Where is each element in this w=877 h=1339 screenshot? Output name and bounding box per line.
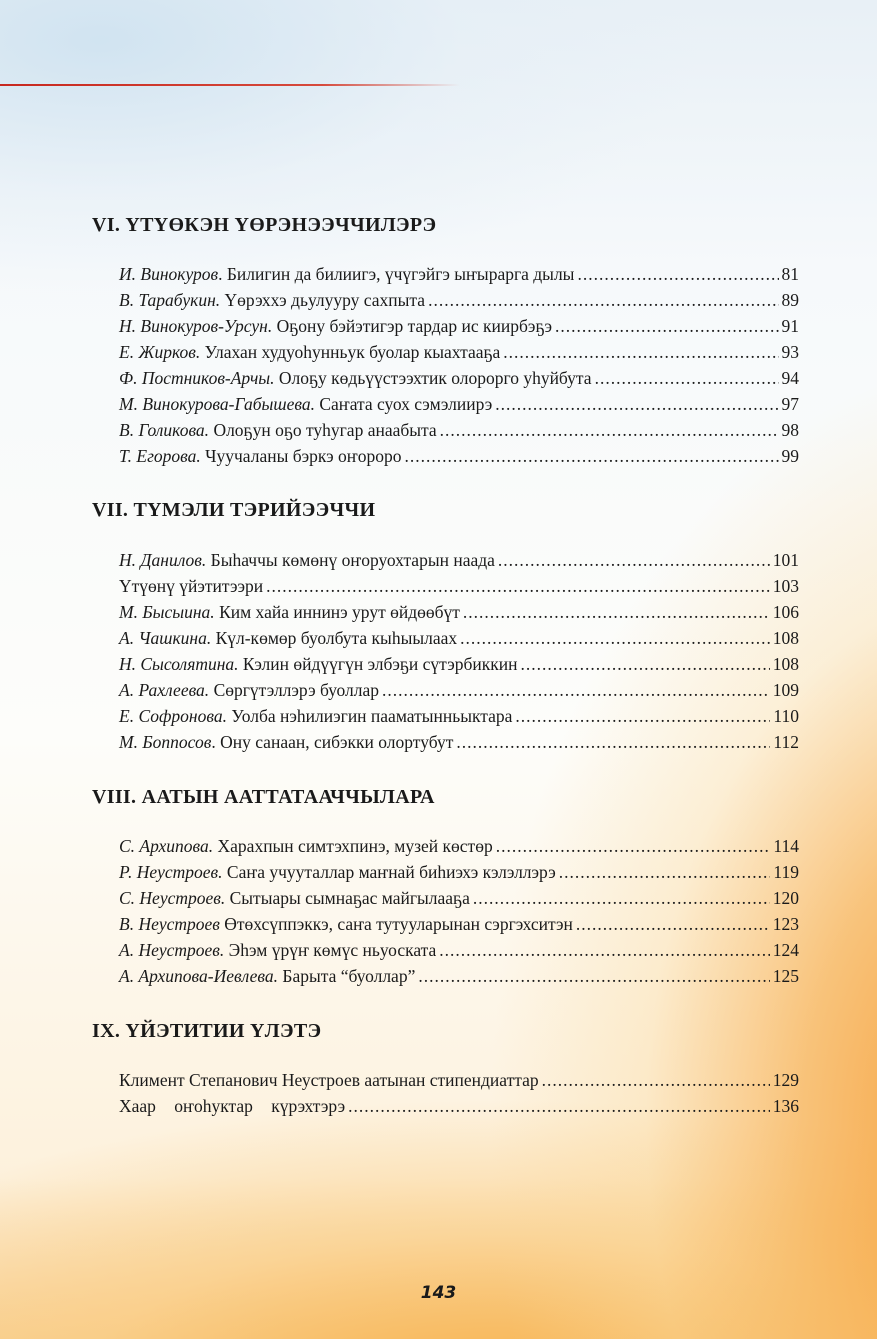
entry-title: Чуучаланы бэркэ оҥороро — [205, 446, 402, 466]
entry-title: Эһэм үрүҥ көмүс ньуоската — [228, 940, 437, 960]
section-heading-vii: VII. ТҮМЭЛИ ТЭРИЙЭЭЧЧИ — [92, 499, 376, 521]
entry-page: 98 — [781, 420, 799, 440]
entry-title: Күл-көмөр буолбута кыһыылаах — [215, 628, 458, 648]
entry-author: А. Рахлеева. — [119, 680, 210, 700]
entry-author: В. Неустроев — [119, 914, 220, 934]
section-heading-ix: IX. ҮЙЭТИТИИ ҮЛЭТЭ — [92, 1020, 322, 1042]
entry-page: 136 — [772, 1096, 799, 1116]
toc-list-vii — [119, 550, 799, 758]
leader-dots — [577, 264, 778, 285]
leader-dots — [456, 732, 770, 753]
entry-page: 108 — [772, 654, 799, 674]
leader-dots — [498, 550, 770, 571]
entry-title: Үөрэххэ дьулууру сахпыта — [224, 290, 426, 310]
toc-entry[interactable] — [119, 1096, 799, 1122]
leader-dots — [555, 316, 779, 337]
toc-entry[interactable] — [119, 602, 799, 628]
toc-entry[interactable] — [119, 940, 799, 966]
entry-page: 109 — [772, 680, 799, 700]
entry-title: Оҕону бэйэтигэр тардар ис киирбэҕэ — [276, 316, 552, 336]
entry-author: М. Бысыина. — [119, 602, 215, 622]
leader-dots — [439, 940, 769, 961]
entry-page: 103 — [772, 576, 799, 596]
entry-title: Кэлин өйдүүгүн элбэҕи сүтэрбиккин — [242, 654, 518, 674]
entry-page: 101 — [772, 550, 799, 570]
toc-entry[interactable] — [119, 368, 799, 394]
toc-entry[interactable] — [119, 862, 799, 888]
toc-entry[interactable] — [119, 888, 799, 914]
leader-dots — [521, 654, 770, 675]
entry-page: 91 — [781, 316, 799, 336]
toc-entry[interactable] — [119, 394, 799, 420]
leader-dots — [382, 680, 770, 701]
leader-dots — [595, 368, 779, 389]
entry-title: Ким хайа иннинэ урут өйдөөбүт — [219, 602, 460, 622]
entry-title: Билигин да билиигэ, үчүгэйгэ ыҥыраргa дылы — [226, 264, 575, 284]
leader-dots — [460, 628, 770, 649]
toc-entry[interactable] — [119, 836, 799, 862]
toc-entry[interactable]: И. Винокуров . Билигин да билиигэ, үчүгэйгэ ыҥыраргa дылы ..... 81 — [119, 264, 799, 290]
entry-title: Барыта “буоллар” — [282, 966, 416, 986]
toc-entry[interactable] — [119, 446, 799, 472]
top-rule — [0, 84, 460, 86]
leader-dots — [418, 966, 769, 987]
toc-entry[interactable] — [119, 680, 799, 706]
toc-entry[interactable] — [119, 342, 799, 368]
entry-page: 89 — [781, 290, 799, 310]
leader-dots — [576, 914, 770, 935]
entry-author: Е. Жирков. — [119, 342, 201, 362]
leader-dots — [515, 706, 770, 727]
leader-dots — [266, 576, 770, 597]
entry-page: 112 — [773, 732, 799, 752]
entry-page: 120 — [772, 888, 799, 908]
leader-dots — [495, 394, 778, 415]
toc-entry[interactable] — [119, 914, 799, 940]
toc-entry[interactable] — [119, 550, 799, 576]
entry-author: Ф. Постников-Арчы. — [119, 368, 275, 388]
entry-title: Ону санаан, сибэкки олортубут — [220, 732, 454, 752]
entry-title: Саҥа учууталлар маҥнай биһиэхэ кэлэллэрэ — [226, 862, 556, 882]
entry-page: 114 — [773, 836, 799, 856]
toc-entry[interactable] — [119, 654, 799, 680]
entry-author: А. Чашкина. — [119, 628, 212, 648]
entry-title: Климент Степанович Неустроев аатынан стипендиаттар — [119, 1070, 539, 1090]
entry-title: Уолба нэһилиэгин пааматынньыктара — [231, 706, 513, 726]
leader-dots — [404, 446, 778, 467]
entry-title: Улахан худуоһунньук буолар кыахтааҕа — [204, 342, 501, 362]
entry-author: М. Винокурова-Габышева. — [119, 394, 315, 414]
toc-entry[interactable] — [119, 1070, 799, 1096]
entry-page: 99 — [781, 446, 799, 466]
entry-author: Т. Егорова. — [119, 446, 201, 466]
toc-entry[interactable] — [119, 706, 799, 732]
entry-title: Үтүөнү үйэтитээри — [119, 576, 264, 596]
leader-dots — [559, 862, 771, 883]
leader-dots — [473, 888, 770, 909]
toc-entry[interactable] — [119, 576, 799, 602]
entry-page: 106 — [772, 602, 799, 622]
toc-entry[interactable] — [119, 628, 799, 654]
section-heading-vi: VI. ҮТҮӨКЭН ҮӨРЭНЭЭЧЧИЛЭРЭ — [92, 214, 437, 236]
toc-list-viii — [119, 836, 799, 992]
entry-page: 123 — [772, 914, 799, 934]
entry-page: 129 — [772, 1070, 799, 1090]
toc-entry[interactable] — [119, 316, 799, 342]
entry-page: 97 — [781, 394, 799, 414]
leader-dots — [503, 342, 778, 363]
entry-page: 110 — [773, 706, 799, 726]
entry-author: А. Неустроев. — [119, 940, 225, 960]
entry-author: В. Голикова. — [119, 420, 210, 440]
entry-page: 94 — [781, 368, 799, 388]
entry-author: Н. Винокуров-Урсун. — [119, 316, 273, 336]
entry-author: М. Боппосов — [119, 732, 212, 752]
entry-page: 81 — [781, 264, 799, 284]
leader-dots — [440, 420, 779, 441]
leader-dots — [542, 1070, 770, 1091]
entry-title: Сөргүтэллэрэ буоллар — [213, 680, 380, 700]
entry-title: Олоҕу көдьүүстээхтик олорорго уһуйбута — [278, 368, 592, 388]
entry-author: А. Архипова-Иевлева. — [119, 966, 279, 986]
toc-entry[interactable] — [119, 420, 799, 446]
entry-title: Өтөхсүппэккэ, саҥа тутууларынан сэргэхситэн — [224, 914, 573, 934]
leader-dots — [463, 602, 770, 623]
entry-author: С. Неустроев. — [119, 888, 226, 908]
leader-dots — [348, 1096, 770, 1117]
entry-author: Р. Неустроев. — [119, 862, 223, 882]
entry-page: 93 — [781, 342, 799, 362]
entry-author: И. Винокуров — [119, 264, 219, 284]
entry-title: Олоҕун оҕо туһугар анаабыта — [213, 420, 437, 440]
entry-page: 125 — [772, 966, 799, 986]
toc-list-ix — [119, 1070, 799, 1122]
leader-dots — [428, 290, 778, 311]
section-heading-viii: VIII. ААТЫН ААТТАТААЧЧЫЛАРА — [92, 786, 435, 808]
toc-entry[interactable] — [119, 290, 799, 316]
entry-author: В. Тарабукин. — [119, 290, 221, 310]
entry-page: 119 — [773, 862, 799, 882]
entry-author: Н. Сысолятина. — [119, 654, 239, 674]
toc-list-vi — [119, 264, 799, 472]
entry-title: Саҥата суох сэмэлиирэ — [319, 394, 493, 414]
entry-title: Харахпын симтэхпинэ, музей көстөр — [217, 836, 493, 856]
entry-title: Сытыары сымнаҕас майгылааҕа — [229, 888, 470, 908]
entry-author: С. Архипова. — [119, 836, 214, 856]
toc-entry[interactable] — [119, 966, 799, 992]
entry-page: 108 — [772, 628, 799, 648]
entry-author: Н. Данилов. — [119, 550, 207, 570]
page-number: 143 — [420, 1283, 457, 1303]
entry-title: Быһаччы көмөнү оҥоруохтарын наада — [210, 550, 495, 570]
leader-dots — [496, 836, 771, 857]
entry-page: 124 — [772, 940, 799, 960]
toc-entry[interactable]: М. Боппосов . Ону санаан, сибэкки олортубут ..... 112 — [119, 732, 799, 758]
entry-author: Е. Софронова. — [119, 706, 227, 726]
entry-title: Хаар оҥоһуктар күрэхтэрэ — [119, 1096, 346, 1116]
